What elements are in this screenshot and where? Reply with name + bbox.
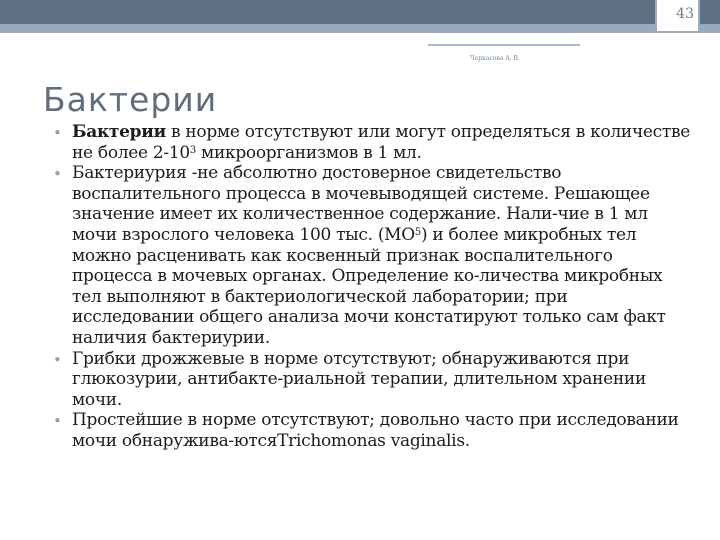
header-band — [0, 0, 720, 24]
slide-number: 43 — [676, 6, 694, 22]
slide-number-box — [655, 0, 700, 33]
bacteriuria-text-end: ) и более микробных тел можно расценивать как косвенный признак воспалительного процесса в мочевых органах. Определение ко-личества микробных тел выполняют в бактериологической лаборатории; при исследовании общего анализа мочи констатируют только сам факт наличия бактериурии. — [72, 224, 666, 348]
header-accent-stripe — [0, 24, 720, 33]
bacteria-lead: Бактерии — [72, 122, 166, 142]
bacteria-text: в норме отсутствуют или могут определяться в количестве не более 2-10 — [72, 122, 690, 163]
header-rule — [428, 44, 580, 46]
slide-title: Бактерии — [43, 80, 218, 119]
protozoa-text: Простейшие в норме отсутствуют; довольно часто при исследовании мочи обнаружива-ютсяTrichomonas vaginalis. — [72, 410, 679, 451]
bullet-item-bacteria — [44, 122, 694, 163]
bullet-marker: • — [53, 165, 62, 184]
bullet-item-fungi — [44, 349, 694, 411]
fungi-text: Грибки дрожжевые в норме отсутствуют; обнаруживаются при глюкозурии, антибакте-риальной терапии, длительном хранении мочи. — [72, 348, 646, 410]
bullet-marker: • — [53, 350, 62, 369]
bacteria-text-end: микроорганизмов в 1 мл. — [195, 142, 422, 163]
bacteria-exponent: 3 — [189, 144, 196, 156]
bullet-list — [44, 122, 694, 452]
bullet-item-bacteriuria — [44, 163, 694, 348]
author-label: Черкасова А. В. — [470, 55, 520, 62]
bullet-item-protozoa — [44, 410, 694, 451]
bullet-marker: • — [53, 124, 62, 142]
bacteriuria-exponent: 5 — [414, 226, 421, 238]
bacteriuria-text: Бактериурия -не абсолютно достоверное свидетельство воспалительного процесса в мочевыводящей системе. Решающее значение имеет их количественное содержание. Нали-чие в 1 мл мочи взрослого человека 100 тыс. (МО — [72, 163, 650, 245]
bullet-marker: • — [53, 412, 62, 431]
